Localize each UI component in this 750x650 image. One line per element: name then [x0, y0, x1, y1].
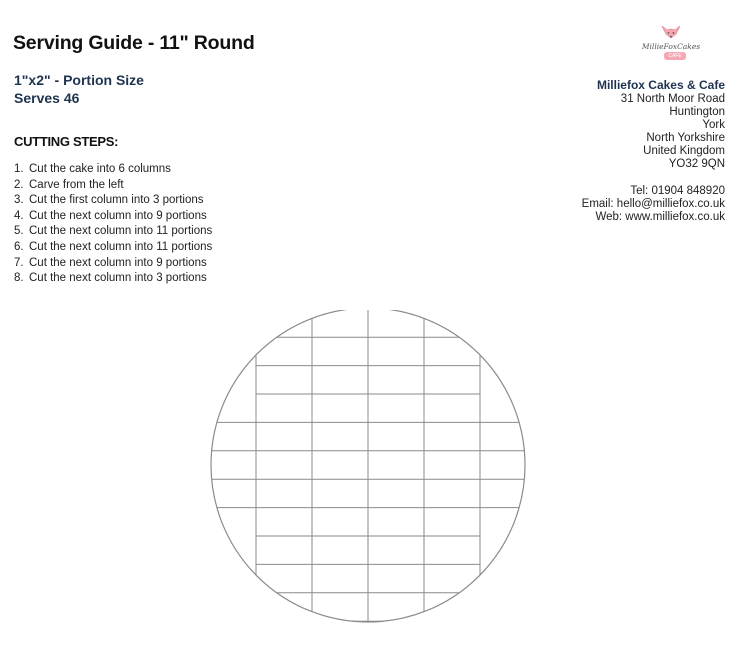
address-line: North Yorkshire: [646, 132, 725, 144]
contact-block: [582, 78, 725, 224]
portion-size: 1"x2" - Portion Size: [14, 72, 144, 88]
cutting-step: 3. Cut the first column into 3 portions: [14, 194, 204, 207]
address-line: 31 North Moor Road: [620, 93, 725, 105]
logo-text: MillieFoxCakes: [641, 42, 701, 51]
company-name: Milliefox Cakes & Cafe: [596, 78, 725, 92]
logo-badge: CAFE: [664, 52, 686, 60]
cutting-step: 6. Cut the next column into 11 portions: [14, 240, 213, 253]
fox-icon: [638, 22, 704, 44]
address-line: United Kingdom: [643, 145, 725, 157]
page-title: Serving Guide - 11" Round: [13, 32, 255, 54]
cutting-step: 5. Cut the next column into 11 portions: [14, 225, 213, 238]
website-url: Web: www.milliefox.co.uk: [595, 211, 725, 223]
cutting-step: 1. Cut the cake into 6 columns: [14, 163, 171, 175]
phone-number: Tel: 01904 848920: [630, 185, 725, 197]
milliefox-logo: [638, 22, 704, 70]
email-address: Email: hello@milliefox.co.uk: [581, 198, 725, 210]
cutting-steps-heading: CUTTING STEPS:: [14, 134, 119, 149]
cake-cutting-diagram: [205, 310, 535, 640]
address-line: YO32 9QN: [668, 158, 725, 170]
address-line: York: [702, 119, 725, 131]
cutting-steps-list: [14, 162, 212, 287]
cutting-step: 7. Cut the next column into 9 portions: [14, 256, 207, 269]
serves-count: Serves 46: [14, 90, 80, 106]
cut-lines: [212, 310, 525, 622]
cutting-step: 2. Carve from the left: [14, 178, 124, 191]
cutting-step: 4. Cut the next column into 9 portions: [14, 209, 207, 222]
cutting-step: 8. Cut the next column into 3 portions: [14, 272, 207, 285]
address-line: Huntington: [669, 106, 725, 118]
